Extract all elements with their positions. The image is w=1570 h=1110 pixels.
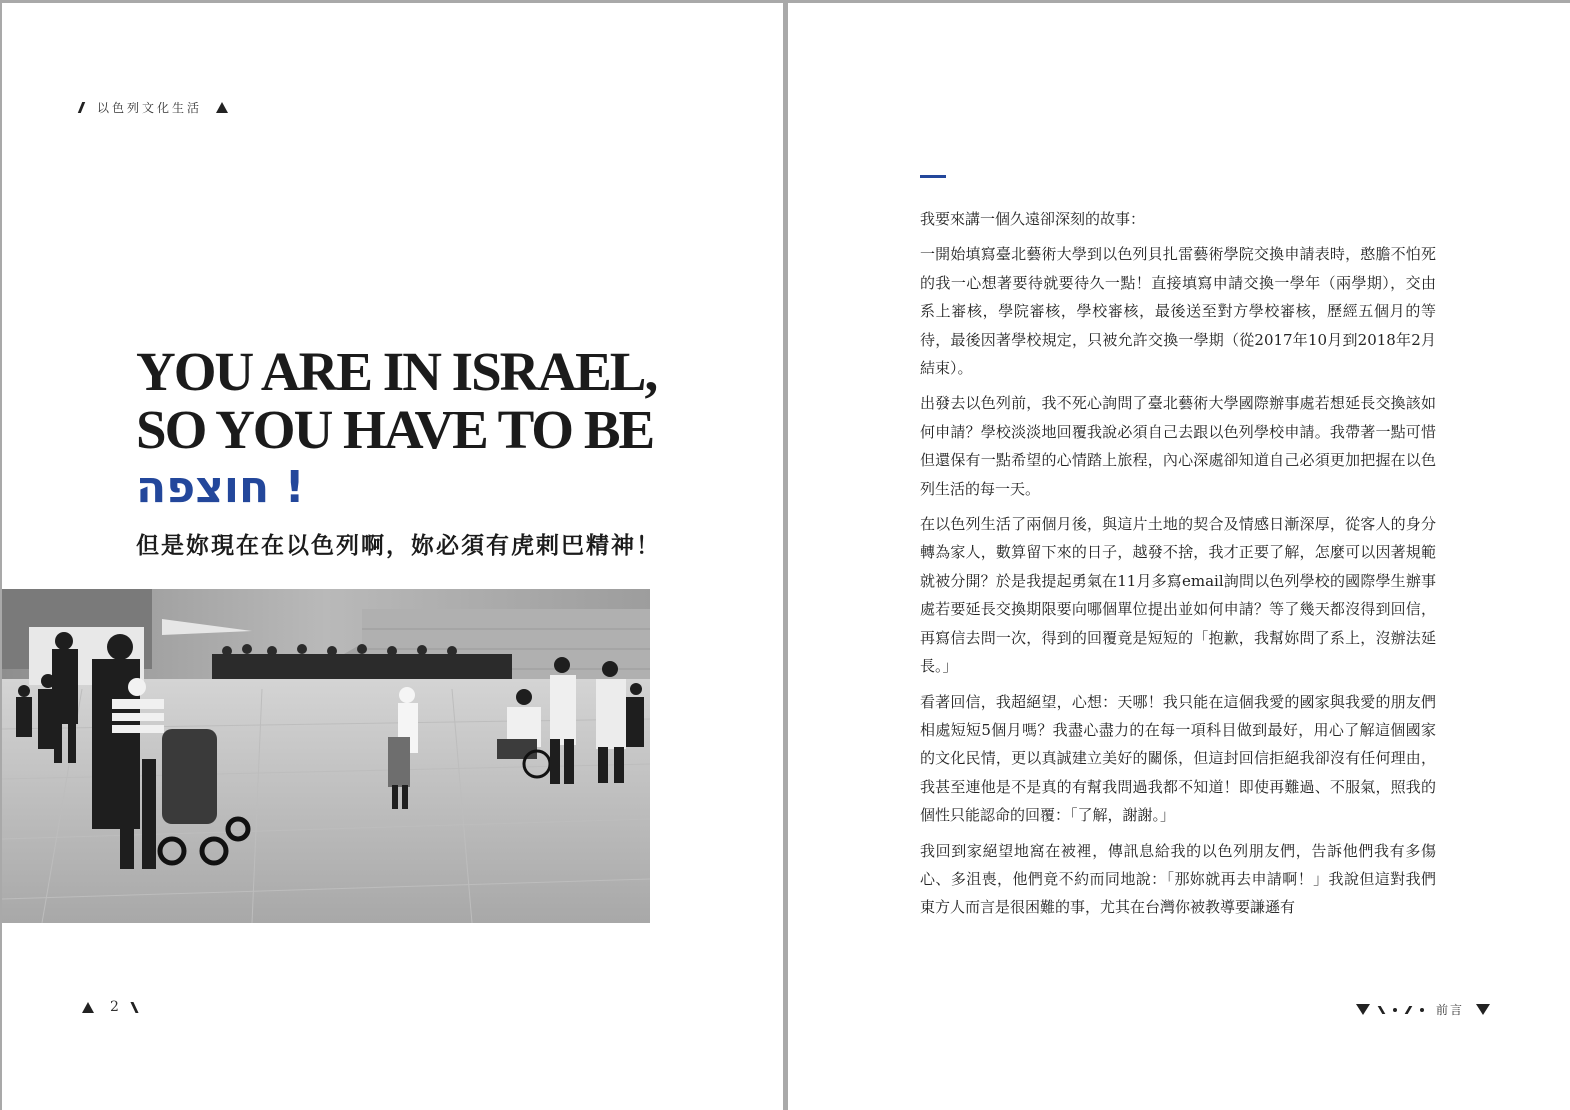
street-photo xyxy=(2,589,650,923)
triangle-down-icon xyxy=(1356,1004,1370,1015)
paragraph: 我要來講一個久遠卻深刻的故事： xyxy=(920,210,1146,228)
subtitle: 但是妳現在在以色列啊，妳必須有虎剌巴精神！ xyxy=(136,532,661,559)
decorative-marks xyxy=(1356,1004,1424,1015)
dot-icon xyxy=(1393,1008,1397,1012)
slash-mark-icon xyxy=(1405,1006,1413,1014)
paragraph: 出發去以色列前，我不死心詢問了臺北藝術大學國際辦事處若想延長交換該如何申請？學校淡淡地回覆我說必須自己去跟以色列學校申請。我帶著一點可惜但還保有一點希望的心情踏上旅程，內心深處卻知道自己必須更加把握在以色列生活的每一天。 xyxy=(920,394,1436,498)
triangle-up-icon xyxy=(82,1002,94,1013)
running-head-title: 以色列文化生活 xyxy=(97,101,203,115)
paragraph: 在以色列生活了兩個月後，與這片土地的契合及情感日漸深厚，從客人的身分轉為家人，數算留下來的日子，越發不捨，我才正要了解，怎麼可以因著規範就被分開？於是我提起勇氣在11月多寫email詢問以色列學校的國際學生辦事處若要延長交換期限要向哪個單位提出並如何申請？等了幾天都沒得到回信，再寫信去問一次，得到的回覆竟是短短的「抱歉，我幫妳問了系上，沒辦法延長。」 xyxy=(920,515,1436,676)
running-head xyxy=(80,99,228,116)
left-page xyxy=(2,3,783,1110)
accent-rule xyxy=(920,175,946,178)
paragraph: 我回到家絕望地窩在被裡，傳訊息給我的以色列朋友們，告訴他們我有多傷心、多沮喪，他們竟不約而同地說：「那妳就再去申請啊！」我說但這對我們東方人而言是很困難的事，尤其在台灣你被教導要謙遜有 xyxy=(920,841,1436,917)
paragraph: 一開始填寫臺北藝術大學到以色列貝扎雷藝術學院交換申請表時，憨膽不怕死的我一心想著要待就要待久一點！直接填寫申請交換一學年（兩學期），交由系上審核，學院審核，學校審核，最後送至對方學校審核，歷經五個月的等待，最後因著學校規定，只被允許交換一學期（從2017年10月到2018年2月結束）。 xyxy=(920,245,1436,378)
headline-line-2: SO YOU HAVE TO BE xyxy=(136,399,654,460)
headline xyxy=(136,343,696,459)
slash-mark-icon xyxy=(130,1002,138,1013)
page-number: 2 xyxy=(110,999,119,1015)
dot-icon xyxy=(1420,1008,1424,1012)
folio-label: 前言 xyxy=(1435,1003,1464,1017)
headline-line-1: YOU ARE IN ISRAEL, xyxy=(136,341,657,402)
triangle-mark-icon xyxy=(216,102,228,113)
left-folio xyxy=(82,999,136,1015)
paragraph: 看著回信，我超絕望，心想：天哪！我只能在這個我愛的國家與我愛的朋友們相處短短5個月嗎？我盡心盡力的在每一項科目做到最好，用心了解這個國家的文化民情，更以真誠建立美好的關係，但這封回信拒絕我卻沒有任何理由，我甚至連他是不是真的有幫我問過我都不知道！即使再難過、不服氣，照我的個性只能認命的回覆：「了解，謝謝。」 xyxy=(920,692,1436,825)
right-folio xyxy=(1356,1001,1490,1018)
right-page xyxy=(788,3,1570,1110)
body-text xyxy=(920,205,1436,929)
triangle-down-icon xyxy=(1476,1004,1490,1015)
hebrew-word: חוצפה xyxy=(136,462,270,513)
slash-mark-icon xyxy=(78,102,85,113)
hebrew-word-line xyxy=(136,463,305,513)
slash-mark-icon xyxy=(1378,1006,1386,1014)
hebrew-exclaim: ! xyxy=(284,462,305,513)
